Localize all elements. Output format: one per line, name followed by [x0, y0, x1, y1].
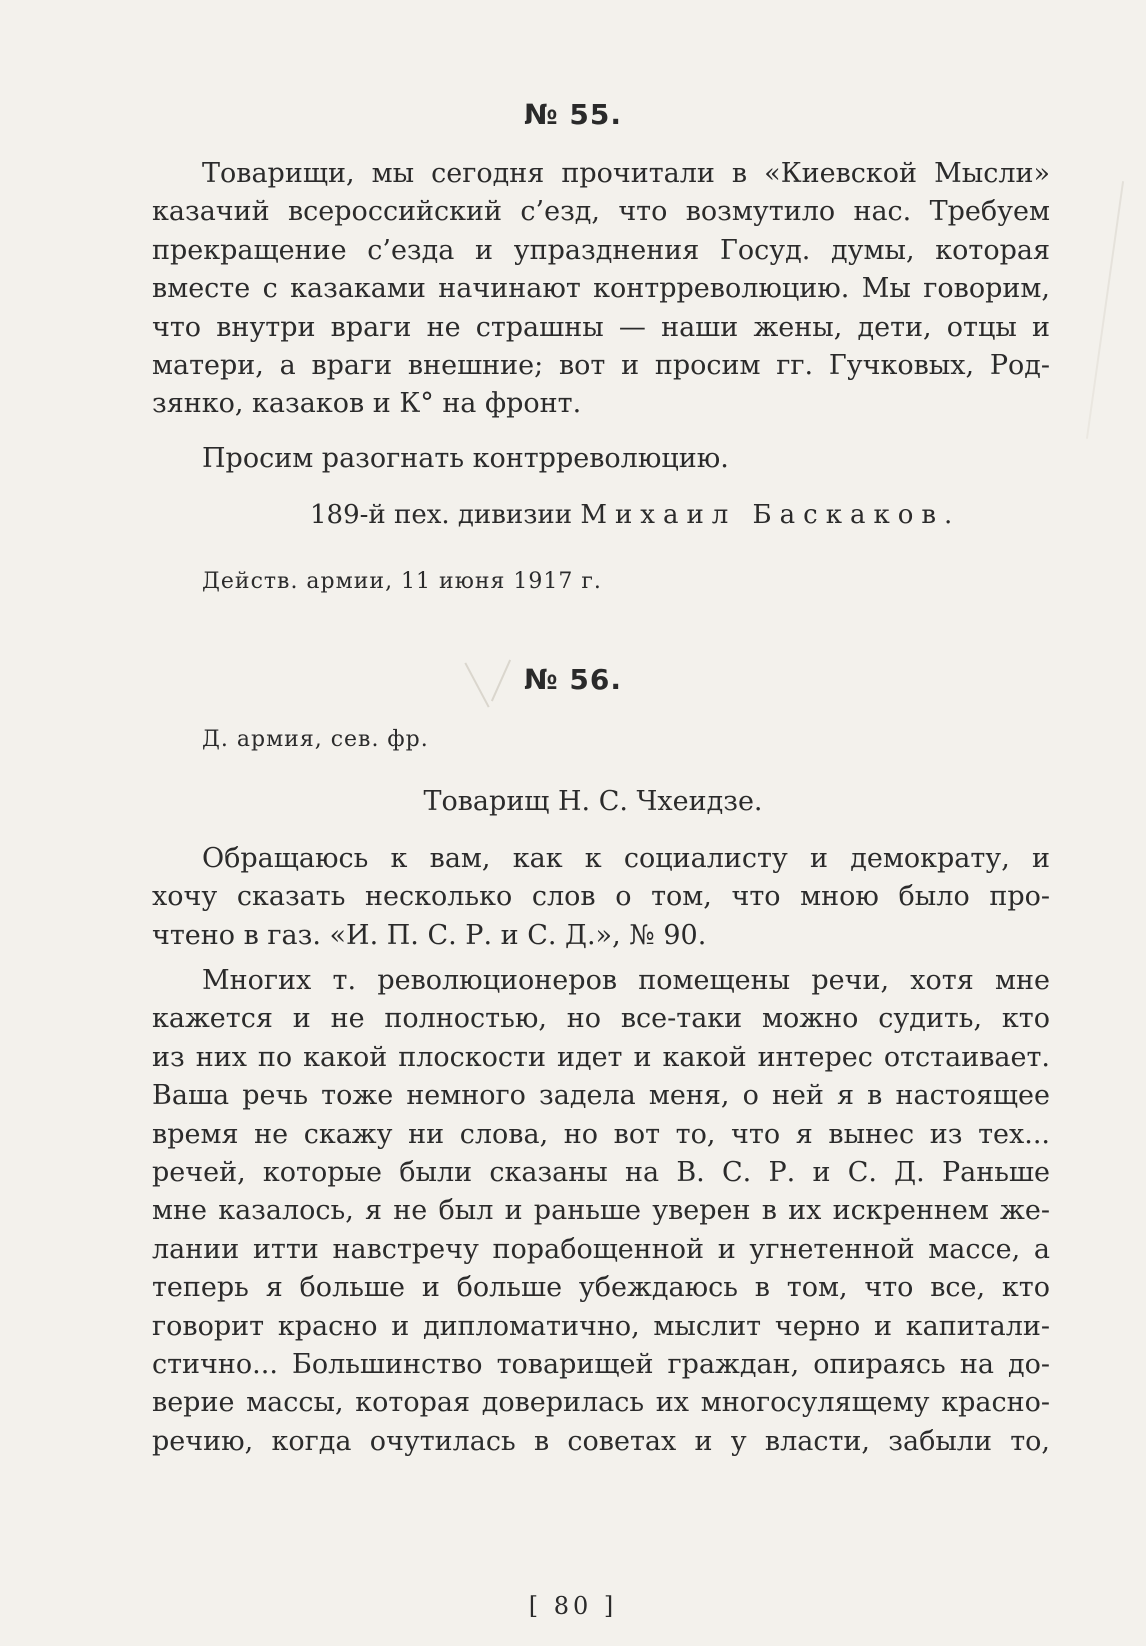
- text-line: из них по какой плоскости идет и какой интерес отстаивает.: [152, 1041, 1050, 1073]
- text-line: Товарищи, мы сегодня прочитали в «Киевской Мысли»: [202, 158, 1050, 189]
- doc55-body: [152, 155, 1050, 424]
- document-number-55: № 55.: [523, 98, 623, 131]
- doc56-paragraph-1: [152, 840, 1050, 955]
- text-line: теперь я больше и больше убеждаюсь в том, что все, кто: [152, 1272, 1050, 1304]
- text-line: мне казалось, я не был и раньше уверен в их искреннем же-: [152, 1195, 1050, 1227]
- doc55-signature: [310, 500, 960, 530]
- signature-unit: 189-й пех. дивизии: [310, 500, 573, 530]
- doc56-salutation: Товарищ Н. С. Чхеидзе.: [423, 786, 763, 817]
- text-line: Многих т. революционеров помещены речи, хотя мне: [202, 965, 1050, 996]
- text-line: Ваша речь тоже немного задела меня, о ней я в настоящее: [152, 1080, 1050, 1112]
- document-number-56: № 56.: [523, 663, 623, 696]
- doc55-date-line: Действ. армии, 11 июня 1917 г.: [202, 569, 602, 594]
- text-line: лании итти навстречу порабощенной и угнетенной массе, а: [152, 1233, 1050, 1265]
- text-line: матери, а враги внешние; вот и просим гг. Гучковых, Род-: [152, 350, 1050, 382]
- doc55-closing: [152, 440, 1050, 478]
- signature-name: Михаил Баскаков.: [580, 500, 961, 530]
- paper-fold-mark: [1086, 181, 1124, 439]
- text-line: стично... Большинство товарищей граждан, опираясь на до-: [152, 1349, 1050, 1381]
- text-line: прекращение с’езда и упразднения Госуд. думы, которая: [152, 234, 1050, 266]
- doc56-paragraph-2: [152, 962, 1050, 1461]
- text-line: хочу сказать несколько слов о том, что мною было про-: [152, 881, 1050, 913]
- text-line: время не скажу ни слова, но вот то, что я вынес из тех...: [152, 1118, 1050, 1150]
- text-line: казачий всероссийский с’езд, что возмутило нас. Требуем: [152, 196, 1050, 228]
- text-line: Обращаюсь к вам, как к социалисту и демократу, и: [202, 843, 1050, 874]
- text-line: говорит красно и дипломатично, мыслит черно и капитали-: [152, 1310, 1050, 1342]
- text-line: Просим разогнать контрреволюцию.: [202, 443, 729, 474]
- page-number: [ 80 ]: [528, 1592, 618, 1620]
- text-line: верие массы, которая доверилась их многосулящему красно-: [152, 1387, 1050, 1419]
- text-line: что внутри враги не страшны — наши жены, дети, отцы и: [152, 311, 1050, 343]
- doc56-location: Д. армия, сев. фр.: [202, 727, 429, 752]
- text-line: кажется и не полностью, но все-таки можно судить, кто: [152, 1003, 1050, 1035]
- text-line: зянко, казаков и К° на фронт.: [152, 388, 582, 420]
- text-line: вместе с казаками начинают контрреволюцию. Мы говорим,: [152, 273, 1050, 305]
- text-line: речей, которые были сказаны на В. С. Р. и С. Д. Раньше: [152, 1157, 1050, 1189]
- text-line: чтено в газ. «И. П. С. Р. и С. Д.», № 90.: [152, 919, 707, 951]
- text-line: речию, когда очутилась в советах и у власти, забыли то,: [152, 1425, 1050, 1457]
